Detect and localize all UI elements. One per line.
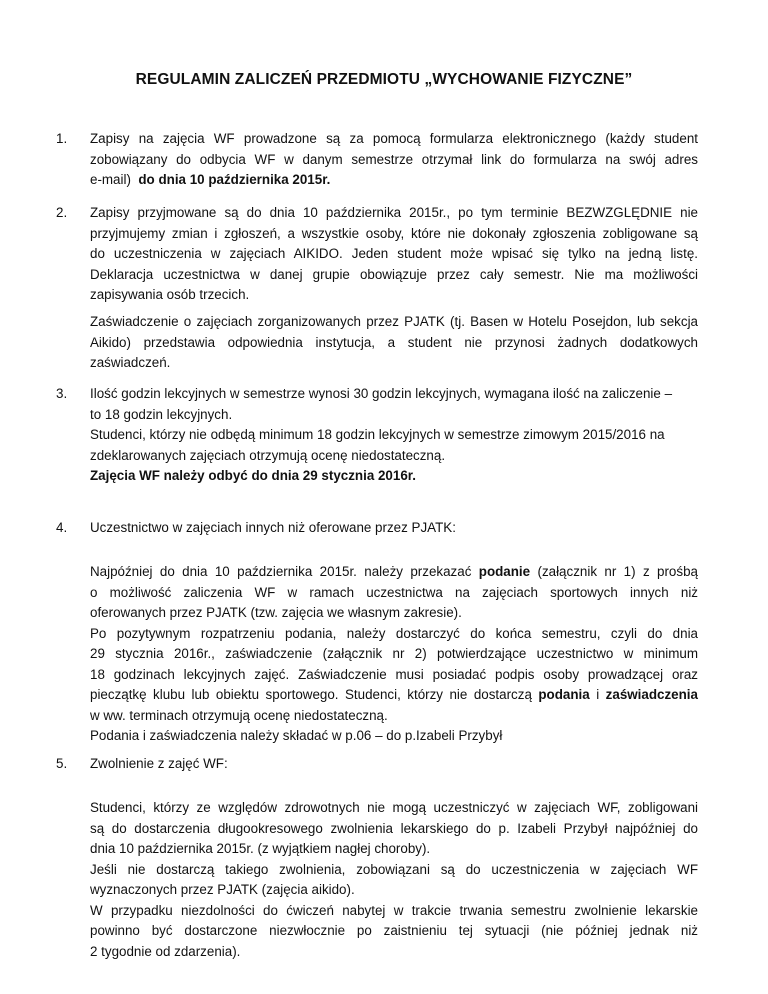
- text-line: wyznaczonych przez PJATK (zajęcia aikido).: [90, 882, 355, 897]
- text-line: W przypadku niezdolności do ćwiczeń nabytej w trakcie trwania semestru zwolnienie lekarskie: [90, 902, 698, 918]
- zaswiadczenia-emphasis: zaświadczenia: [605, 687, 698, 702]
- text-line: o możliwość zaliczenia WF w ramach uczestnictwa na zajęciach sportowych innych niż: [90, 584, 698, 600]
- text-line: Najpóźniej do dnia 10 października 2015r. należy przekazać podanie (załącznik nr 1) z prośbą: [90, 564, 698, 579]
- text-line: Podania i zaświadczenia należy składać w p.06 – do p.Izabeli Przybył: [90, 728, 503, 743]
- item-heading: Uczestnictwo w zajęciach innych niż oferowane przez PJATK:: [90, 520, 456, 535]
- text-line: są do dostarczenia długookresowego zwolnienia lekarskiego do p. Izabeli Przybył najpóźniej do: [90, 820, 698, 836]
- text-line: Zaświadczenie o zajęciach zorganizowanych przez PJATK (tj. Basen w Hotelu Posejdon, lub sekcja: [90, 314, 698, 329]
- podanie-emphasis: podanie: [478, 564, 531, 579]
- text-line: 18 godzinach lekcyjnych zajęć. Zaświadczenie musi posiadać podpis osoby prowadzącej oraz: [90, 666, 698, 682]
- text-line: Studenci, którzy nie odbędą minimum 18 godzin lekcyjnych w semestrze zimowym 2015/2016 na: [90, 427, 665, 442]
- document-title: REGULAMIN ZALICZEŃ PRZEDMIOTU „WYCHOWANIE FIZYCZNE”: [135, 71, 633, 88]
- item-number: 3.: [56, 386, 68, 401]
- item-body: [90, 384, 698, 487]
- deadline-text: do dnia 10 października 2015r.: [138, 172, 331, 187]
- deadline-text: Zajęcia WF należy odbyć do dnia 29 stycznia 2016r.: [90, 468, 416, 483]
- text-line: Ilość godzin lekcyjnych w semestrze wynosi 30 godzin lekcyjnych, wymagana ilość na zaliczenie –: [90, 386, 673, 401]
- text-line: Po pozytywnym rozpatrzeniu podania, należy dostarczyć do końca semestru, czyli do dnia: [90, 625, 698, 641]
- text-line: powinno być dostarczone niezwłocznie po zaistnieniu tej sytuacji (nie później jednak niż: [90, 923, 698, 938]
- text-line: Jeśli nie dostarczą takiego zwolnienia, zobowiązani są do uczestniczenia w zajęciach WF: [90, 861, 698, 877]
- item-number: 4.: [56, 520, 68, 535]
- text-line: zdeklarowanych zajęciach otrzymują ocenę niedostateczną.: [90, 447, 446, 463]
- text-line: zobowiązany do odbycia WF w danym semestrze otrzymał link do formularza na swój adres: [90, 151, 698, 167]
- item-body: [90, 129, 698, 191]
- text-line: przyjmujemy zmian i zgłoszeń, a wszystkie osoby, które nie dokonały zgłoszenia zobligowane są: [90, 225, 698, 241]
- item-number: 2.: [56, 205, 68, 220]
- item-paragraph: [90, 312, 698, 374]
- item-number: 1.: [56, 131, 68, 146]
- text-line: oferowanych przez PJATK (tzw. zajęcia we własnym zakresie).: [90, 605, 462, 620]
- text-line: pieczątkę klubu lub obiektu sportowego. Studenci, którzy nie dostarczą podania i zaświadczenia: [90, 687, 698, 702]
- text-line: do uczestniczenia w zajęciach AIKIDO. Jeden student może wpisać się tylko na jedną listę.: [90, 246, 698, 261]
- item-number: 5.: [56, 756, 68, 771]
- text-line: 2 tygodnie od zdarzenia).: [90, 943, 241, 959]
- text-line: Studenci, którzy ze względów zdrowotnych nie mogą uczestniczyć w zajęciach WF, zobligowani: [90, 800, 698, 815]
- text-line: zapisywania osób trzecich.: [90, 287, 250, 302]
- text-line: Zapisy przyjmowane są do dnia 10 października 2015r., po tym terminie BEZWZGLĘDNIE nie: [90, 205, 698, 220]
- text-line: Deklaracja uczestnictwa w danej grupie obowiązuje przez cały semestr. Nie ma możliwości: [90, 266, 698, 282]
- item-body: [90, 798, 698, 962]
- podania-emphasis: podania: [538, 687, 590, 702]
- text-line: zaświadczeń.: [90, 355, 171, 370]
- text-line: Zapisy na zajęcia WF prowadzone są za pomocą formularza elektronicznego (każdy student: [90, 131, 698, 146]
- text-line: e-mail) do dnia 10 października 2015r.: [90, 172, 331, 187]
- item-body: [90, 203, 698, 306]
- text-line: dnia 10 października 2015r. (z wyjątkiem nagłej choroby).: [90, 841, 431, 856]
- item-heading: Zwolnienie z zajęć WF:: [90, 756, 228, 771]
- text-line: Aikido) przedstawia odpowiednia instytucja, a student nie przynosi żadnych dodatkowych: [90, 334, 698, 350]
- item-body: [90, 562, 698, 747]
- text-line: w ww. terminach otrzymują ocenę niedostateczną.: [90, 707, 388, 723]
- text-line: to 18 godzin lekcyjnych.: [90, 406, 233, 422]
- text-line: 29 stycznia 2016r., zaświadczenie (załącznik nr 2) potwierdzające uczestnictwo w minimum: [90, 646, 698, 661]
